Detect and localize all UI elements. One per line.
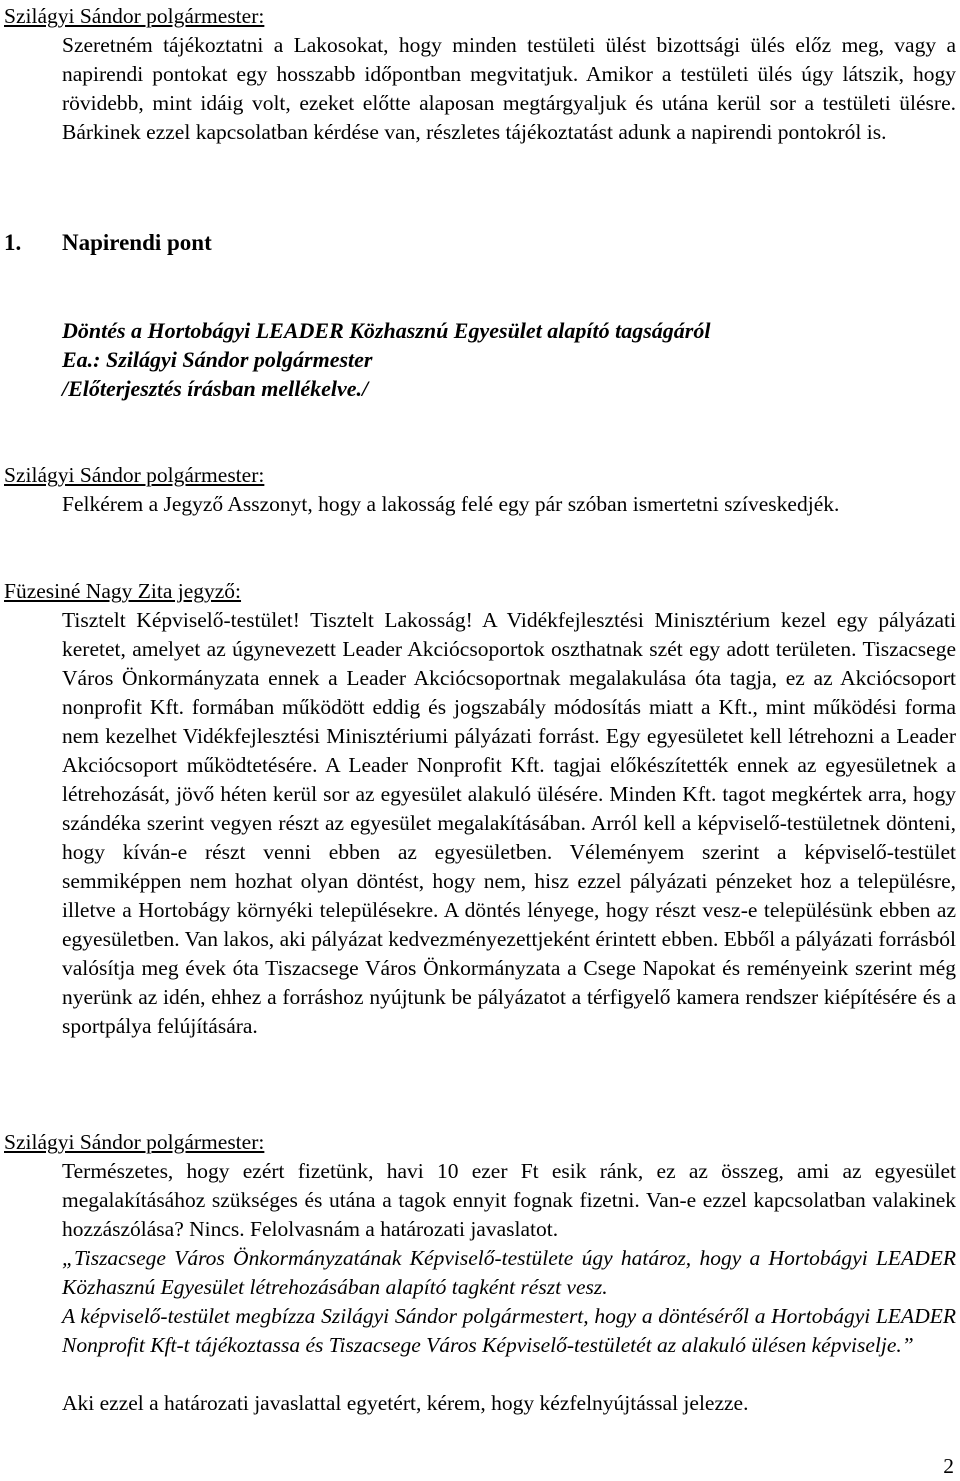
agenda-presenter: Ea.: Szilágyi Sándor polgármester xyxy=(62,347,373,372)
speech-paragraph: Szeretném tájékoztatni a Lakosokat, hogy minden testületi ülést bizottsági ülés előz meg, vagy a napirendi pontokat egy hosszabb időpontban megvitatjuk. Amikor a testületi ülés úgy látszik, hogy rövidebb, mint idáig volt, ezeket előtte alaposan megtárgyaljuk és utána kerül sor a testületi ülésre. Bárkinek ezzel kapcsolatban kérdése van, részletes tájékoztatást adunk a napirendi pontokról is. xyxy=(62,33,956,144)
closing-text: Aki ezzel a határozati javaslattal egyetért, kérem, hogy kézfelnyújtással jelezze. xyxy=(62,1391,749,1415)
speaker-label: Szilágyi Sándor polgármester: xyxy=(4,1130,265,1154)
agenda-title: Napirendi pont xyxy=(62,230,212,255)
speech-paragraph: Természetes, hogy ezért fizetünk, havi 10 ezer Ft esik ránk, ez az összeg, ami az egyesület megalakításához szükséges és utána a tagok ennyit fognak fizetni. Van-e ezzel kapcsolatban valakinek hozzászólása? Nincs. Felolvasnám a határozati javaslatot. xyxy=(62,1159,956,1241)
resolution-text: A képviselő-testület megbízza Szilágyi Sándor polgármestert, hogy a döntéséről a Hortobágyi LEADER Nonprofit Kft-t tájékoztassa és Tiszacsege Város Képviselő-testületét az alakuló ülésen képviselje.” xyxy=(62,1304,956,1357)
speaker-label: Szilágyi Sándor polgármester: xyxy=(4,4,265,28)
agenda-topic: Döntés a Hortobágyi LEADER Közhasznú Egyesület alapító tagságáról xyxy=(62,318,711,343)
agenda-heading xyxy=(4,228,212,257)
speech-paragraph: Tisztelt Képviselő-testület! Tisztelt Lakosság! A Vidékfejlesztési Minisztérium kezel egy pályázati keretet, amelyet az úgynevezett Leader Akciócsoportok oszthatnak szét egy adott területen. Tiszacsege Város Önkormányzata ennek a Leader Akciócsoportnak megalakulása óta tagja, ez az Akciócsoport nonprofit Kft. formában működött eddig és jogszabály módosítás miatt a Kft., mint működési forma nem kezelhet Vidékfejlesztési Minisztériumi pályázati forrást. Egy egyesületet kell létrehozni a Leader Akciócsoport működtetésére. A Leader Nonprofit Kft. tagjai előkészítették ennek az egyesületnek a létrehozását, jövő héten kerül sor az egyesület alakuló ülésére. Minden Kft. tagot megkértek arra, hogy szándéka szerint vegyen részt az egyesület megalakításában. Arról kell a képviselő-testületnek dönteni, hogy kíván-e részt venni ebben az egyesületben. Véleményem szerint a képviselő-testület semmiképpen nem hozhat olyan döntést, hogy nem, hisz ezzel pályázati pénzeket hoz a településre, illetve a Hortobágy környéki településekre. A döntés lényege, hogy részt vesz-e településünk ebben az egyesületben. Van lakos, aki pályázat kedvezményezettjeként érintett ebben. Ebből a pályázati forrásból valósítja meg évek óta Tiszacsege Város Önkormányzata a Csege Napokat és reményeink szerint még nyerünk az idén, ehhez a forráshoz nyújtunk be pályázatot a térfigyelő kamera rendszer kiépítésére és a sportpálya felújítására. xyxy=(62,608,956,1038)
speaker-label: Szilágyi Sándor polgármester: xyxy=(4,463,265,487)
agenda-note: /Előterjesztés írásban mellékelve./ xyxy=(62,376,369,401)
speaker-label: Füzesiné Nagy Zita jegyző: xyxy=(4,579,242,603)
agenda-number: 1. xyxy=(4,230,22,255)
resolution-text: „Tiszacsege Város Önkormányzatának Képviselő-testülete úgy határoz, hogy a Hortobágyi LEADER Közhasznú Egyesület létrehozásában alapító tagként részt vesz. xyxy=(62,1246,956,1299)
speech-paragraph: Felkérem a Jegyző Asszonyt, hogy a lakosság felé egy pár szóban ismertetni szíveskedjék. xyxy=(62,492,840,516)
page-number: 2 xyxy=(943,1454,954,1478)
